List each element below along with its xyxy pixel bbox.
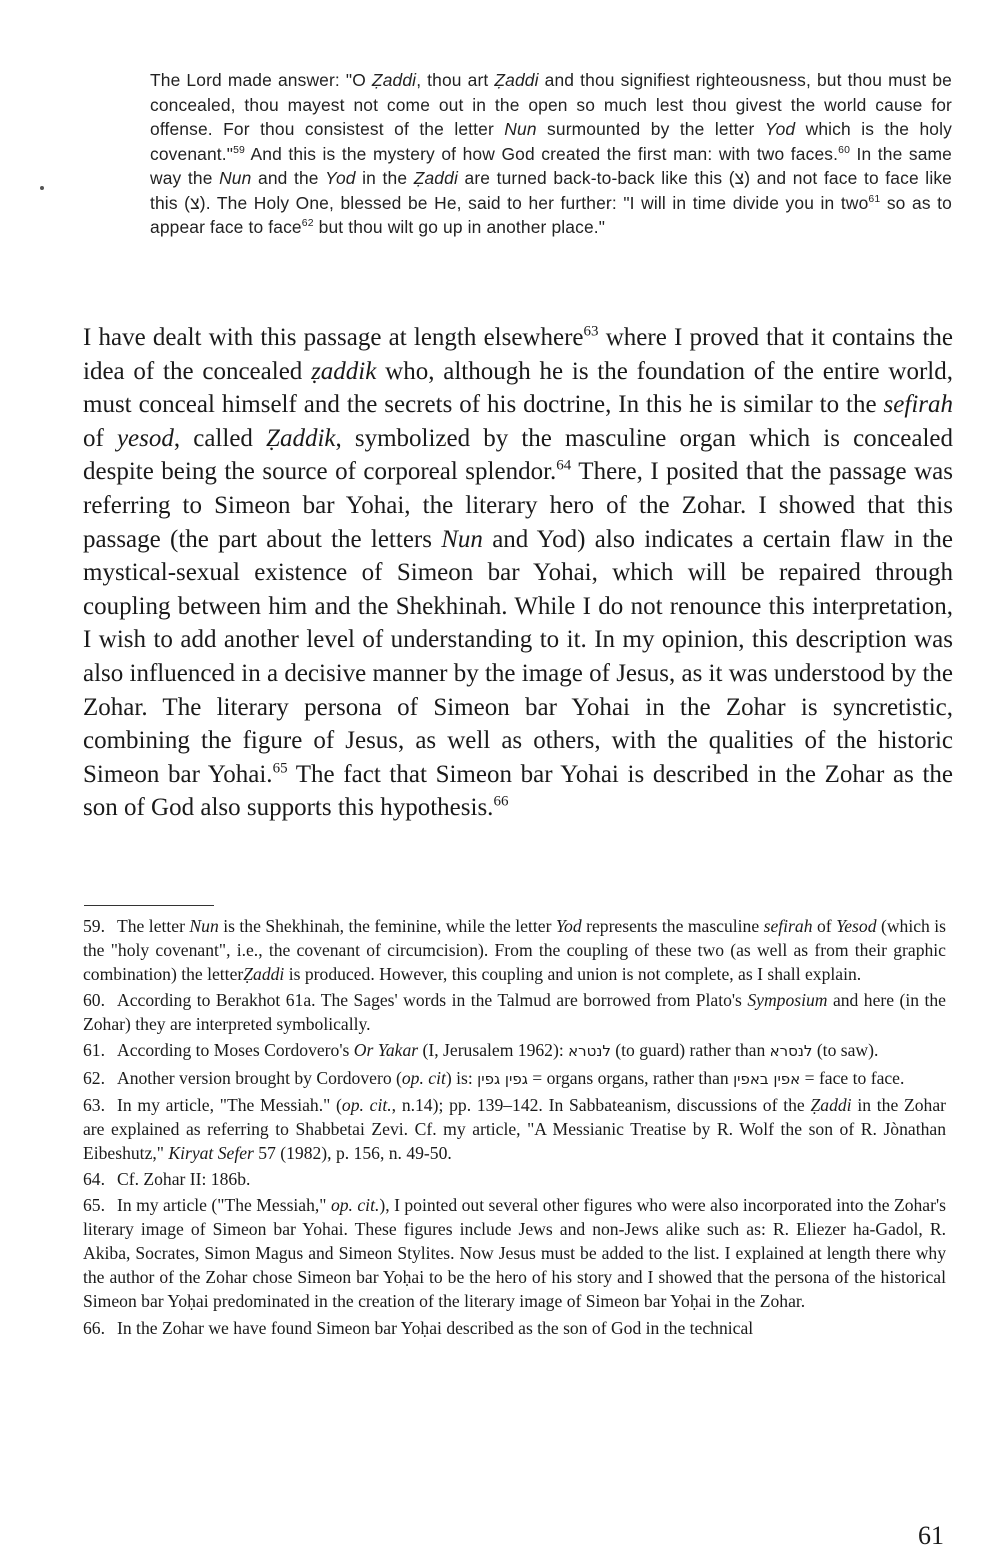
footnote-66: 66. In the Zohar we have found Simeon bar Yoḥai described as the son of God in the technical (83, 1317, 754, 1338)
stray-mark (40, 186, 44, 190)
footnote-ref-59[interactable]: 59 (233, 144, 246, 156)
footnotes (83, 914, 946, 1342)
footnote-ref-66[interactable]: 66 (493, 793, 509, 810)
footnote-ref-65[interactable]: 65 (272, 760, 288, 777)
footnote-64: 64. Cf. Zohar II: 186b. (83, 1168, 251, 1189)
hebrew-word: לנטרא (568, 1042, 611, 1061)
footnote-59: 59. The letter Nun is the Shekhinah, the feminine, while the letter Yod represents the masculine sefirah of Yesod (which is the "holy covenant", i.e., the covenant of circumcision). From the coupling of these two (as well as from their graphic combination) the letterẒaddi is produced. However, this coupling and union is not complete, as I shall explain. (83, 916, 946, 985)
page-number: 61 (918, 1521, 944, 1550)
footnote-ref-63[interactable]: 63 (583, 323, 599, 340)
footnote-divider (84, 905, 214, 906)
footnote-63: 63. In my article, "The Messiah." (op. cit., n.14); pp. 139–142. In Sabbateanism, discussions of the Ẓaddi in the Zohar are explained as referring to Shabbetai Zevi. Cf. my article, "A Messianic Treatise by R. Wolf the son of R. Jònathan Eibeshutz," Kiryat Sefer 57 (1982), p. 156, n. 49-50. (83, 1094, 947, 1163)
main-paragraph: I have dealt with this passage at length elsewhere$^{63}$ where I proved that it contains the idea of the concealed ẓaddik who, although he is the foundation of the entire world, must conceal himself and the secrets of his doctrine, In this he is similar to the sefirah of yesod, called Ẓaddik, symbolized by the masculine organ which is concealed despite being the source of corporeal splendor.$^{64}$ There, I posited that the passage was referring to Simeon bar Yohai, the literary hero of the Zohar. I showed that this passage (the part about the letters Nun and Yod) also indicates a certain flaw in the mystical-sexual existence of Simeon bar Yohai, which will be repaired through coupling between him and the Shekhinah. While I do not renounce this interpretation, I wish to add another level of understanding to it. In my opinion, this description was also influenced in a decisive manner by the image of Jesus, as it was understood by the Zohar. The literary persona of Simeon bar Yohai in the Zohar is syncretistic, combining the figure of Jesus, as well as others, with the qualities of the historic Simeon bar Yohai.$^{65}$ The fact that Simeon bar Yohai is described in the Zohar as the son of God also supports this hypothesis.$^{66}$ (83, 323, 954, 822)
footnote-ref-60[interactable]: 60 (838, 144, 851, 156)
footnote-ref-64[interactable]: 64 (556, 458, 572, 475)
hebrew-word: אפין באפין (733, 1069, 801, 1088)
footnote-60: 60. According to Berakhot 61a. The Sages' words in the Talmud are borrowed from Plato's Symposium and here (in the Zohar) they are interpreted symbolically. (83, 990, 946, 1035)
hebrew-word: לנסרא (769, 1042, 813, 1061)
footnote-62: 62. Another version brought by Cordovero (op. cit) is: גפין גפין = organs organs, rather than אפין באפין = face to face. (83, 1067, 905, 1088)
footnote-ref-62[interactable]: 62 (301, 218, 314, 230)
footnote-65: 65. In my article ("The Messiah," op. cit.), I pointed out several other figures who were also incorporated into the Zohar's literary image of Simeon bar Yohai. These figures include Jews and non-Jews alike such as: R. Eliezer ha-Gadol, R. Akiba, Socrates, Simon Magus and Simeon Stylites. Now Jesus must be added to the list. I explained at length there why the author of the Zohar chose Simeon bar Yoḥai to be the hero of his story and I showed that the persona of the historical Simeon bar Yoḥai predominated in the creation of the literary image of Simeon bar Yoḥai in the Zohar. (83, 1195, 946, 1312)
block-quote (150, 68, 952, 240)
footnote-61: 61. According to Moses Cordovero's Or Yakar (I, Jerusalem 1962): לנטרא (to guard) rather than לנסרא (to saw). (83, 1040, 879, 1061)
hebrew-word: גפין גפין (477, 1069, 528, 1088)
quote-paragraph: The Lord made answer: "O Ẓaddi, thou art Ẓaddi and thou signifiest righteousness, but thou must be concealed, thou mayest not come out in the open so much lest thou givest the world cause for offense. For thou consistest of the letter Nun surmounted by the letter Yod which is the holy covenant."$^{59}$ And this is the mystery of how God created the first man: with two faces.$^{60}$ In the same way the Nun and the Yod in the Ẓaddi are turned back-to-back like this (צ) and not face to face like this (צ). The Holy One, blessed be He, said to her further: "I will in time divide you in two$^{61}$ so as to appear face to face$^{62}$ but thou wilt go up in another place." (150, 70, 953, 237)
footnote-ref-61[interactable]: 61 (868, 193, 881, 205)
